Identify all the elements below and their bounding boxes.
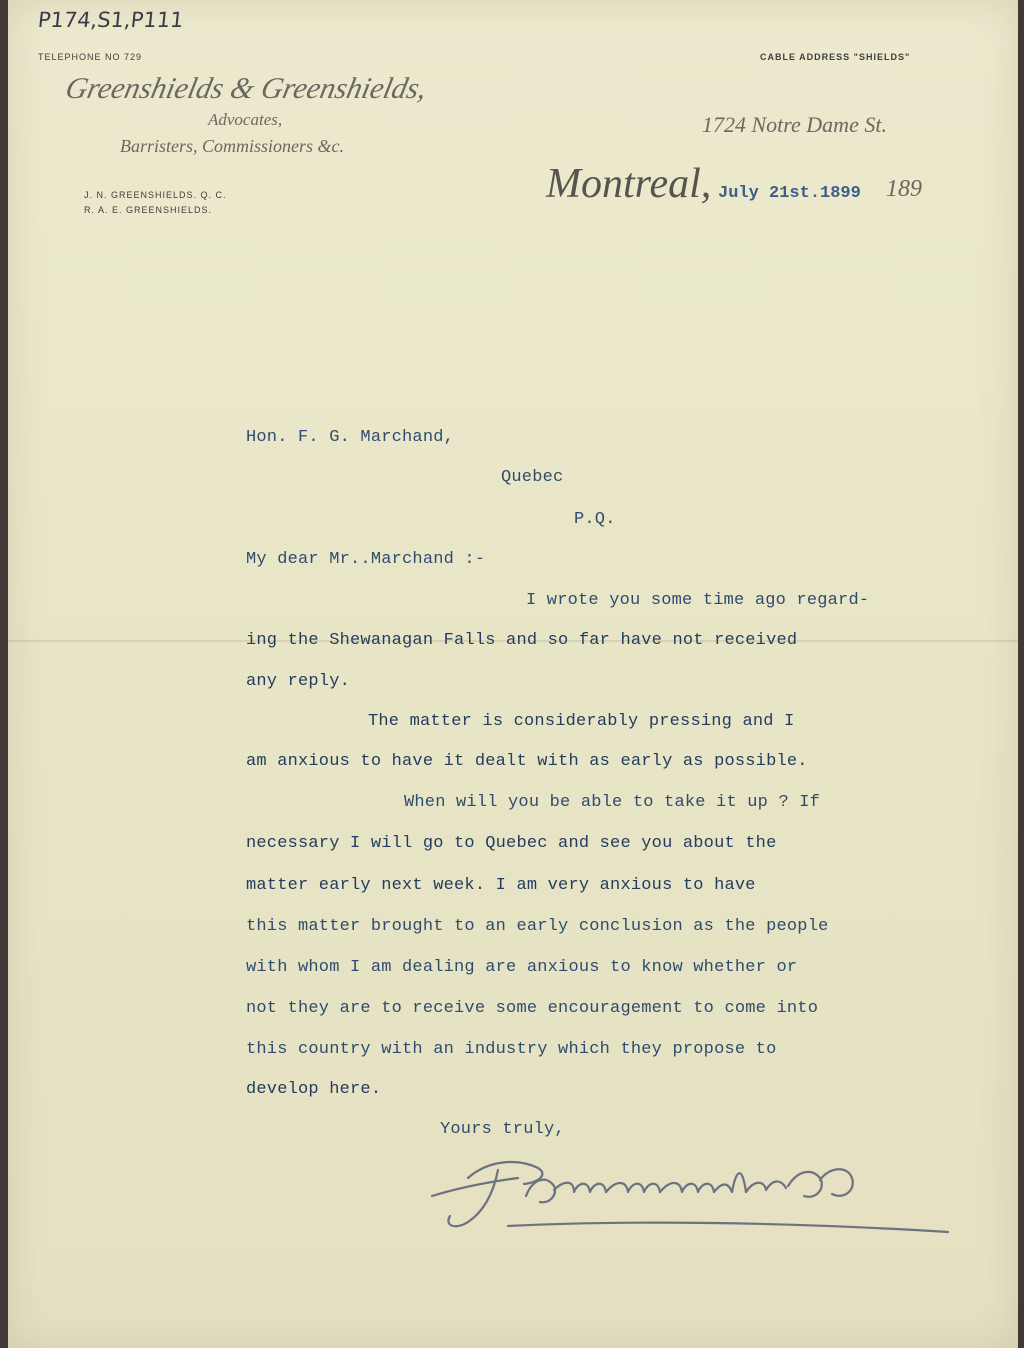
body-line: with whom I am dealing are anxious to know whether or	[246, 958, 798, 977]
firm-name: Greenshields & Greenshields,	[62, 72, 430, 105]
body-line: When will you be able to take it up ? If	[404, 793, 821, 812]
partner-name-1: J. N. GREENSHIELDS. Q. C.	[84, 190, 227, 200]
body-line: necessary I will go to Quebec and see you about the	[246, 834, 777, 853]
addressee-name: Hon. F. G. Marchand,	[246, 428, 455, 447]
cable-address: CABLE ADDRESS "SHIELDS"	[760, 52, 911, 62]
body-line: this matter brought to an early conclusion as the people	[246, 917, 829, 936]
signature-image	[428, 1130, 968, 1240]
firm-titles: Barristers, Commissioners &c.	[120, 136, 345, 156]
addressee-city: Quebec	[501, 468, 564, 487]
body-line: am anxious to have it dealt with as early as possible.	[246, 752, 808, 771]
body-line: ing the Shewanagan Falls and so far have not received	[246, 631, 798, 650]
body-line: matter early next week. I am very anxious to have	[246, 876, 756, 895]
archive-mark: P174,S1,P111	[36, 8, 185, 32]
salutation: My dear Mr..Marchand :-	[246, 550, 486, 569]
body-line: this country with an industry which they propose to	[246, 1040, 777, 1059]
closing: Yours truly,	[440, 1120, 565, 1139]
firm-profession: Advocates,	[208, 110, 283, 129]
body-line: not they are to receive some encouragement to come into	[246, 999, 819, 1018]
body-line: any reply.	[246, 672, 351, 691]
body-line: I wrote you some time ago regard-	[526, 591, 870, 610]
letter-page	[8, 0, 1018, 1348]
street-address: 1724 Notre Dame St.	[702, 112, 887, 137]
telephone-number: TELEPHONE NO 729	[38, 52, 143, 62]
body-line: develop here.	[246, 1080, 382, 1099]
body-line: The matter is considerably pressing and I	[368, 712, 795, 731]
addressee-province: P.Q.	[574, 510, 616, 529]
partner-name-2: R. A. E. GREENSHIELDS.	[84, 205, 213, 215]
city-name: Montreal,	[546, 161, 712, 207]
printed-year-prefix: 189	[886, 176, 922, 202]
letter-date: July 21st.1899	[718, 184, 861, 203]
